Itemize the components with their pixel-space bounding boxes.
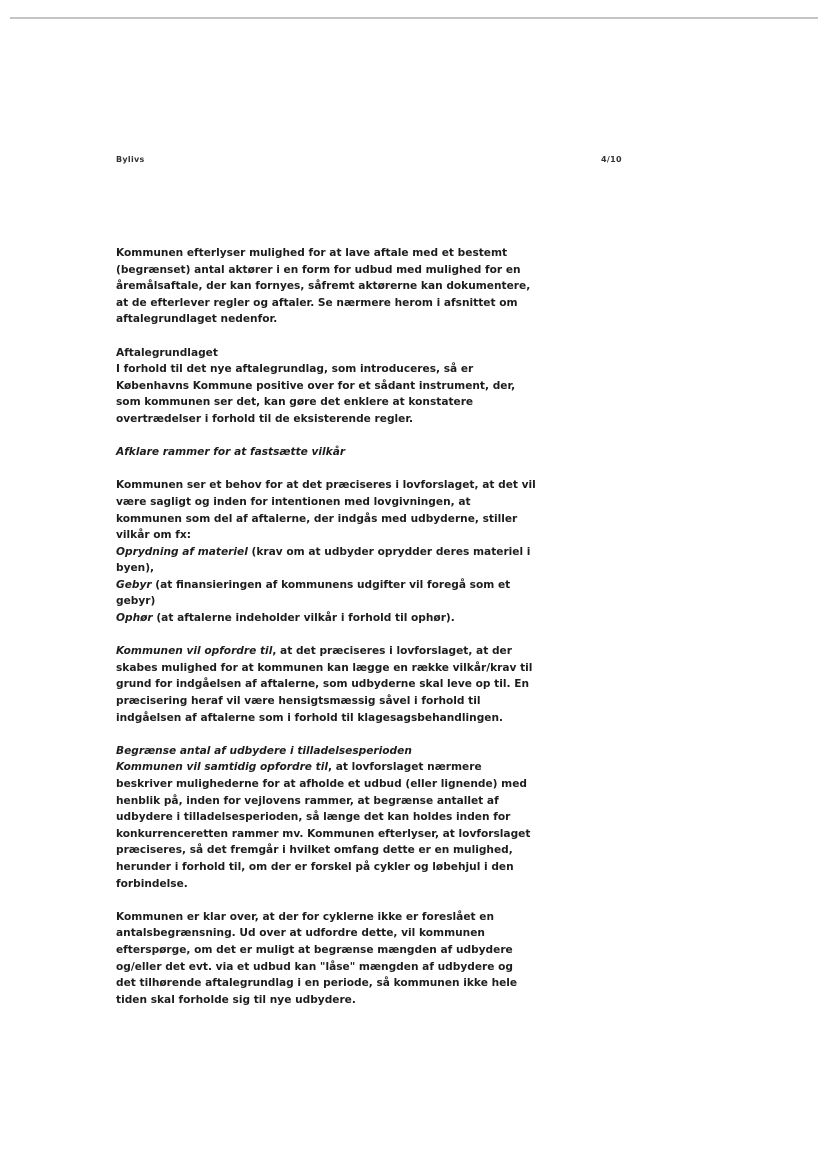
paragraph-intro: Kommunen efterlyser mulighed for at lave aftale med et bestemt (begrænset) antal aktører i en form for udbud med mulighed for en åremålsaftale, der kan fornyes, såfremt aktørerne kan dokumentere, at de efterlever regler og aftaler. Se nærmere herom i afsnittet om aftalegrundlaget nedenfor. xyxy=(116,247,531,326)
section-heading-afklare-rammer: Afklare rammer for at fastsætte vilkår xyxy=(116,446,346,459)
paragraph-udbud xyxy=(116,759,536,892)
list-item-ophoer xyxy=(116,610,536,627)
paragraph-lead: Kommunen vil opfordre til xyxy=(116,645,273,658)
paragraph-text: , at det præciseres i lovforslaget, at der skabes mulighed for at kommunen kan lægge en række vilkår/krav til grund for indgåelsen af aftalerne, som udbyderne skal leve op til. En præcisering heraf vil være hensigtsmæssig såvel i forhold til indgåelsen af aftalerne som i forhold til klagesagsbehandlingen. xyxy=(116,645,533,724)
paragraph-opfordring xyxy=(116,643,536,726)
list-item-oprydning xyxy=(116,544,536,577)
list-item-text: (at finansieringen af kommunens udgifter vil foregå som et gebyr) xyxy=(116,578,511,608)
paragraph-text: , at lovforslaget nærmere beskriver mulighederne for at afholde et udbud (eller lignende) med henblik på, inden for vejlovens rammer, at begrænse antallet af udbydere i tilladelsesperioden, så længe det kan holdes inden for konkurrenceretten rammer mv. Kommunen efterlyser, at lovforslaget præciseres, så det fremgår i hvilket omfang dette er en mulighed, herunder i forhold til, om der er forskel på cykler og løbehjul i den forbindelse. xyxy=(116,761,531,890)
document-body xyxy=(116,245,536,1008)
paragraph-antalsbegraensning: Kommunen er klar over, at der for cyklerne ikke er foreslået en antalsbegrænsning. Ud over at udfordre dette, vil kommunen efterspørge, om det er muligt at begrænse mængden af udbydere og/eller det evt. via et udbud kan "låse" mængden af udbydere og det tilhørende aftalegrundlag i en periode, så kommunen ikke hele tiden skal forholde sig til nye udbydere. xyxy=(116,910,518,1006)
page-header-label: Bylivs xyxy=(116,155,145,164)
section-heading-aftalegrundlaget: Aftalegrundlaget xyxy=(116,346,218,359)
section-heading-begraense-antal: Begrænse antal af udbydere i tilladelsesperioden xyxy=(116,744,412,757)
paragraph-vilkaar: Kommunen ser et behov for at det præciseres i lovforslaget, at det vil være sagligt og inden for intentionen med lovgivningen, at kommunen som del af aftalerne, der indgås med udbyderne, stiller vilkår om fx: xyxy=(116,479,536,542)
list-item-text: (krav om at udbyder oprydder deres materiel i byen), xyxy=(116,545,531,575)
list-item-gebyr xyxy=(116,577,536,610)
list-item-label: Gebyr xyxy=(116,578,152,591)
page-top-edge xyxy=(10,17,818,19)
list-item-label: Ophør xyxy=(116,612,153,625)
paragraph-aftalegrundlag: I forhold til det nye aftalegrundlag, som introduceres, så er Københavns Kommune positive over for et sådant instrument, der, som kommunen ser det, kan gøre det enklere at konstatere overtrædelser i forhold til de eksisterende regler. xyxy=(116,363,516,425)
list-item-label: Oprydning af materiel xyxy=(116,545,248,558)
page-number: 4/10 xyxy=(601,155,622,164)
paragraph-lead: Kommunen vil samtidig opfordre til xyxy=(116,761,328,774)
list-item-text: (at aftalerne indeholder vilkår i forhold til ophør). xyxy=(152,612,455,625)
